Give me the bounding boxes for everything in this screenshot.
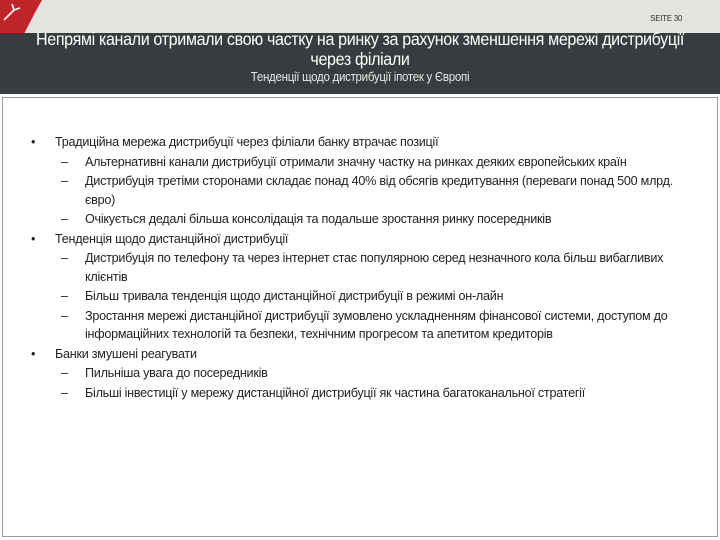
sub-bullet-text: Зростання мережі дистанційної дистрибуції зумовлено ускладненням фінансової системи, доступом до інформаційних технологій та безпеки, технічним прогресом та апетитом кредиторів	[85, 308, 668, 341]
sub-bullet-text: Дистрибуція по телефону та через інтернет стає популярною серед незначного кола більш вибагливих клієнтів	[85, 251, 664, 284]
sub-bullet-item	[0, 172, 720, 209]
bullet-text: Банки змушені реагувати	[55, 346, 197, 361]
page-title: Непрямі канали отримали свою частку на ринку за рахунок зменшення мережі дистрибуції через філіали	[35, 29, 685, 69]
bullet-text: Традиційна мережа дистрибуції через філіали банку втрачає позиції	[55, 135, 439, 149]
bullet-item	[0, 345, 720, 364]
dash-marker: –	[61, 174, 68, 188]
sub-bullet-text: Альтернативні канали дистрибуції отримали значну частку на ринках деяких європейських країн	[85, 154, 627, 169]
bullet-marker: •	[31, 231, 36, 246]
bullet-text: Тенденція щодо дистанційної дистрибуції	[55, 231, 289, 246]
sub-bullet-text: Очікується дедалі більша консолідація та подальше зростання ринку посередників	[85, 212, 552, 226]
page-subtitle: Тенденції щодо дистрибуції іпотек у Європі	[250, 70, 470, 84]
sub-bullet-item	[0, 287, 720, 306]
bullet-marker: •	[31, 346, 36, 361]
bullet-list	[0, 133, 720, 403]
sub-bullet-text: Більші інвестиції у мережу дистанційної дистрибуції як частина багатоканальної стратегії	[85, 385, 585, 400]
sub-bullet-item	[0, 364, 720, 383]
dash-marker: –	[61, 251, 68, 265]
bullet-item	[0, 133, 720, 152]
sub-bullet-item	[0, 153, 720, 172]
sub-bullet-item	[0, 249, 720, 286]
sub-bullet-item	[0, 210, 720, 229]
bullet-item	[0, 230, 720, 249]
dash-marker: –	[61, 308, 68, 323]
sub-bullet-item	[0, 384, 720, 403]
bullet-marker: •	[31, 135, 36, 149]
title-band	[0, 29, 720, 94]
sub-bullet-text: Пильніша увага до посередників	[85, 366, 268, 380]
sub-bullet-item	[0, 307, 720, 344]
page-number: SEITE 30	[650, 14, 682, 23]
dash-marker: –	[61, 289, 68, 303]
sub-bullet-text: Більш тривала тенденція щодо дистанційної дистрибуції в режимі он-лайн	[85, 289, 504, 303]
dash-marker: –	[61, 154, 68, 169]
sub-bullet-text: Дистрибуція третіми сторонами складає понад 40% від обсягів кредитування (переваги понад 500 млрд. євро)	[85, 174, 673, 207]
dash-marker: –	[61, 385, 68, 400]
dash-marker: –	[61, 212, 68, 226]
dash-marker: –	[61, 366, 68, 380]
